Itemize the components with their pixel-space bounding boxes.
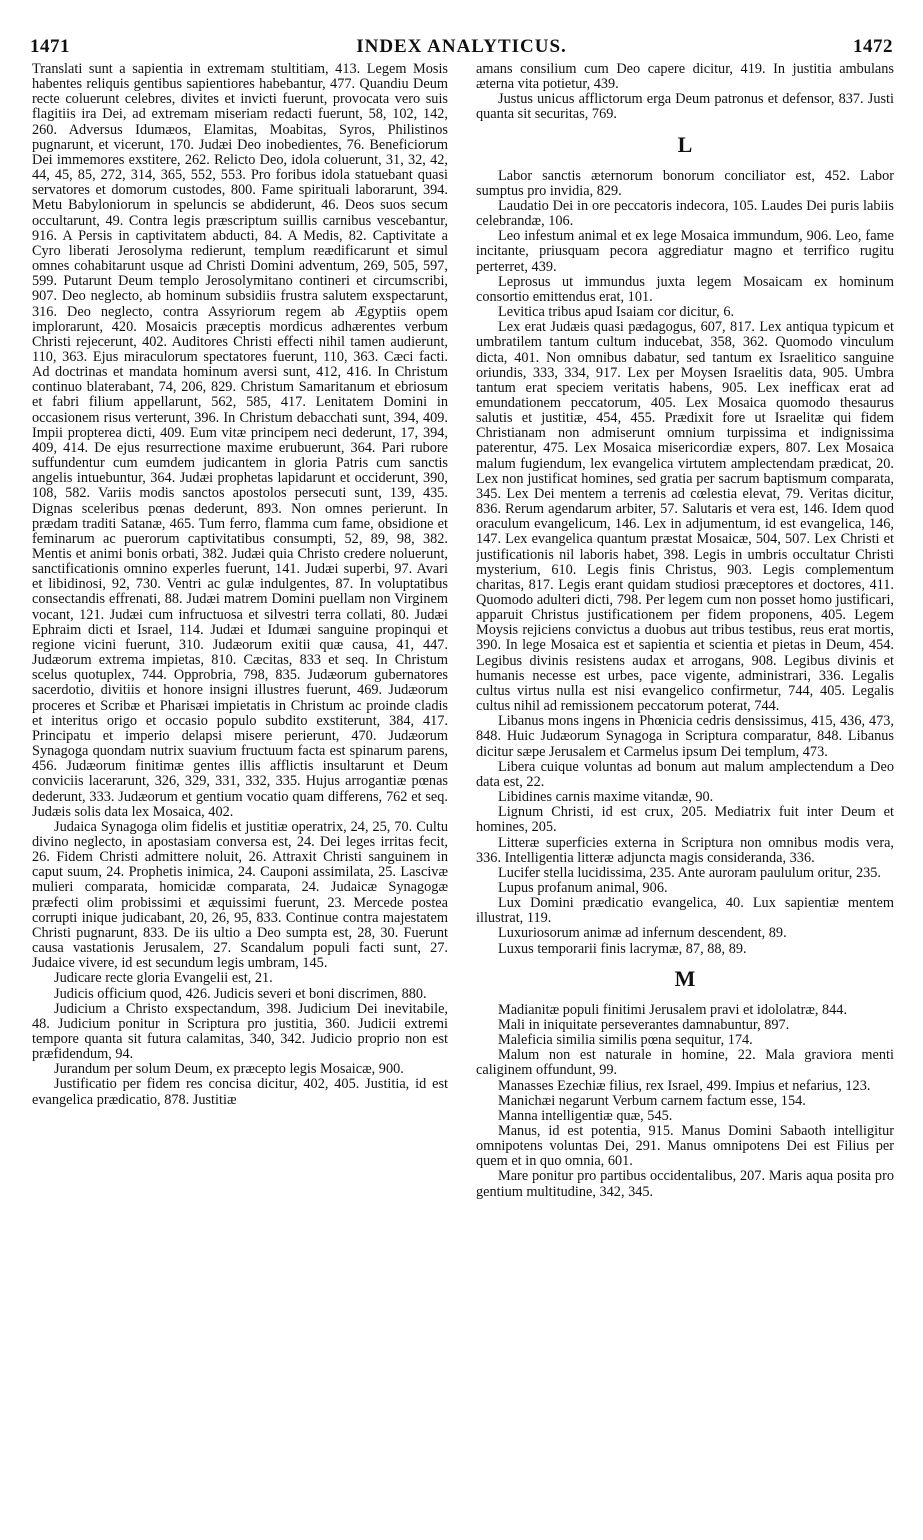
index-entry: Justus unicus afflictorum erga Deum patronus et defensor, 837. Justi quanta sit securitas, 769. xyxy=(476,91,894,123)
index-entry: Judaica Synagoga olim fidelis et justitiæ operatrix, 24, 25, 70. Cultu divino neglecto, in apostasiam conversa est, 24. Dei leges irritas fecit, 26. Fidem Christi admittere noluit, 26. Attraxit Christi sanguinem in caput suum, 24. Prophetis inimica, 24. Cauponi assimilata, 25. Lascivæ mulieri comparata, homicidæ comparata, 24. Judaicæ Synagogæ præfecti olim probissimi et æquissimi fuerunt, 23. Mercede postea corrupti inique judicabant, 20, 26, 95, 833. Continue contra majestatem Christi pugnarunt, 833. De iis ultio a Deo sumpta est, 28, 30. Fuerunt causa vastationis Jerusalem, 27. Scandalum populi facti sunt, 27. Judaice vivere, id est secundum legis umbram, 145. xyxy=(32,818,448,972)
page-number-left: 1471 xyxy=(30,36,70,57)
index-entry: Lex erat Judæis quasi pædagogus, 607, 817. Lex antiqua typicum et umbratilem tantum cultum inducebat, 358, 362. Quomodo vinculum dicta, 401. Non omnibus dabatur, sed tantum ex Israelitico sanguine oriundis, 333, 334, 917. Lex per Moysen Israelitis data, 905. Umbra tantum erat speciem veritatis habens, 905. Lex inefficax erat ad emundationem peccatorum, 405. Lex Mosaica quomodo thesaurus salutis et justitiæ, 454, 455. Prædixit fore ut Israelitæ qui fidem Christianam non admiserunt omnium turpissima et indignissima paterentur, 475. Lex Mosaica misericordiæ expers, 807. Lex Mosaica malum fugiendum, lex evangelica virtutem amplectendam prædicat, 20. Lex non justificat homines, sed gratia per sacrum baptismum comparata, 345. Lex Dei mentem a terrenis ad cœlestia elevat, 79. Veritas dicitur, 836. Rerum agendarum arbiter, 57. Salutaris et vera est, 146. Idem quod oraculum evangelicum, 146. Lex in adjumentum, id est evangelica, 146, 147. Lex evangelica quantum præstat Mosaicæ, 504, 507. Lex Christi et justificationis nil laboris habet, 398. Legis in umbris occultatur Christi mysterium, 610. Legis finis Christus, 903. Legis complementum charitas, 817. Legis erant quidam studiosi præceptores et doctores, 411. Quomodo adulteri dicti, 798. Per legem cum non posset homo justificari, apparuit Christus justificationem per fidem proponens, 405. Legem Moysis rejiciens convictus a duobus aut tribus testibus, reus erat mortis, 390. In lege Mosaica est et sapientia et scientia et pietas in Deum, 454. Legibus divinis resistens audax et arrogans, 908. Legibus divinis et humanis necesse est urbes, pace vigente, administrari, 336. Legalis cultus virtus nulla est nisi evangelico confirmetur, 744, 405. Legalis cultus nihil ad remissionem peccatorum poterat, 744. xyxy=(476,319,894,715)
index-entry: amans consilium cum Deo capere dicitur, 419. In justitia ambulans æterna vita potietur, 439. xyxy=(476,62,894,93)
index-entry: Manna intelligentiæ quæ, 545. xyxy=(498,1107,673,1124)
index-entry: Lupus profanum animal, 906. xyxy=(498,879,668,896)
index-entry: Manus, id est potentia, 915. Manus Domini Sabaoth intelligitur omnipotens voluntas Dei, 291. Manus omnipotens Dei est Filius per quem et in quo omnia, 601. xyxy=(476,1123,894,1170)
index-entry: Jurandum per solum Deum, ex præcepto legis Mosaicæ, 900. xyxy=(54,1061,404,1078)
index-entry: Madianitæ populi finitimi Jerusalem pravi et idololatræ, 844. xyxy=(498,1001,848,1018)
index-entry: Justificatio per fidem res concisa dicitur, 402, 405. Justitia, id est evangelica prædicatio, 878. Justitiæ xyxy=(32,1076,448,1108)
index-entry: Luxuriosorum animæ ad infernum descendent, 89. xyxy=(498,925,787,942)
running-title: INDEX ANALYTICUS. xyxy=(356,36,567,57)
index-entry: Judicium a Christo exspectandum, 398. Judicium Dei inevitabile, 48. Judicium ponitur in Scriptura pro justitia, 360. Judicii extremi tempore quanta sit futura calamitas, 340, 342. Judicio proprio non est præfidendum, 94. xyxy=(32,1000,448,1063)
index-entry: Litteræ superficies externa in Scriptura non omnibus modis vera, 336. Intelligentia litteræ adjuncta magis consideranda, 336. xyxy=(476,834,894,866)
page-number-right: 1472 xyxy=(853,36,893,57)
index-entry: Luxus temporarii finis lacrymæ, 87, 88, 89. xyxy=(498,940,747,957)
index-entry: Judicis officium quod, 426. Judicis severi et boni discrimen, 880. xyxy=(54,985,427,1002)
index-entry: Lucifer stella lucidissima, 235. Ante auroram paululum oritur, 235. xyxy=(498,864,881,881)
index-entry: Malum non est naturale in homine, 22. Mala graviora menti caliginem offundunt, 99. xyxy=(476,1047,894,1079)
section-letter-l: L xyxy=(677,131,693,157)
index-entry: Leprosus ut immundus juxta legem Mosaicam ex hominum consortio emittendus erat, 101. xyxy=(476,273,894,305)
index-entry: Judicare recte gloria Evangelii est, 21. xyxy=(54,970,273,987)
index-entry: Manasses Ezechiæ filius, rex Israel, 499. Impius et nefarius, 123. xyxy=(498,1077,871,1094)
index-entry: Libidines carnis maxime vitandæ, 90. xyxy=(498,789,714,806)
index-entry: Leo infestum animal et ex lege Mosaica immundum, 906. Leo, fame incitante, priusquam pecora aggrediatur magno et terrifico rugitu perterret, 439. xyxy=(476,228,894,275)
index-entry: Manichæi negarunt Verbum carnem factum esse, 154. xyxy=(498,1092,806,1109)
right-column xyxy=(476,62,894,1532)
index-entry: Mare ponitur pro partibus occidentalibus, 207. Maris aqua posita pro gentium multitudine, 342, 345. xyxy=(476,1168,894,1200)
index-entry: Translati sunt a sapientia in extremam stultitiam, 413. Legem Mosis habentes reliquis gentibus sapientiores habebantur, 477. Quandiu Deum recte coluerunt celebres, divites et invicti fuerunt, provocata vero suis flagitiis ira Dei, ad extremam miseriam redacti fuerunt, 58, 102, 142, 260. Adversus Idumæos, Elamitas, Moabitas, Syros, Philistinos pugnarunt, et vicerunt, 170. Judæi Deo inobedientes, 76. Beneficiorum Dei immemores exstitere, 262. Relicto Deo, idola coluerunt, 31, 32, 42, 44, 45, 85, 272, 314, 365, 552, 553. Pro foribus idola statuebant quasi servatores et domorum custodes, 800. Fame spirituali laborarunt, 394. Metu Babyloniorum in speluncis se abdiderunt, 46. Deos suos secum occultarunt, 49. Contra legis præscriptum suillis carnibus vescebantur, 916. A Persis in captivitatem abducti, 84. A Medis, 82. Captivitate a Cyro liberati Jerosolyma redierunt, templum reædificarunt et simul omnes cohabitarunt usque ad Christi Domini adventum, 269, 505, 597, 599. Putarunt Deum templo Jerosolymitano contineri et circumscribi, 907. Deo neglecto, ab hominum subsidiis frustra salutem exspectarunt, 316. Deo neglecto, contra Assyriorum regem ab Ægyptiis opem implorarunt, 420. Mosaicis præceptis mordicus adhærentes verbum Christi rejecerunt, 402. Auditores Christi effecti nihil tamen audierunt, 110, 363. Ejus miraculorum spectatores fuerunt, 110, 363. Cæci facti. Ad doctrinas et mandata hominum aversi sunt, 412, 416. In Christum continuo blaterabant, 74, 206, 829. Christum Samaritanum et ebriosum et fabri filium appellarunt, 562, 585, 417. Lenitatem Domini in occasionem risus verterunt, 396. In Christum debacchati sunt, 394, 409. Impii propterea dicti, 409. Eum vitæ principem neci dederunt, 17, 394, 409, 414. De ejus resurrectione maxime erubuerunt, 364. Pari rubore suffundentur cum eumdem judicantem in gloria Patris cum sanctis angelis intuebuntur, 364. Judæi prophetas lapidarunt et occiderunt, 390, 108, 582. Variis modis sanctos apostolos persecuti sunt, 139, 435. Dignas sceleribus pœnas dederunt, 893. Non omnes perierunt. In prædam traditi Satanæ, 465. Tum ferro, flamma cum fame, obsidione et feminarum ac puerorum captivitatibus consumpti, 52, 89, 98, 382. Mentis et animi bonis orbati, 382. Judæi quia Christo credere noluerunt, sanctificationis omnino experles fuerunt, 141. Judæi superbi, 97. Avari et libidinosi, 92, 730. Ventri ac gulæ indulgentes, 87. In voluptatibus consectandis effrenati, 88. Judæi matrem Domini puellam non Virginem vocant, 121. Judæi cum infructuosa et silvestri terra collati, 80. Judæi Ephraim dicti et Israel, 114. Judæi et Idumæi sanguine propinqui et regione vicini fuerunt, 310. Judæorum exitii quæ causa, 41, 447. Judæorum extrema impietas, 810. Cæcitas, 833 et seq. In Christum scelus quotuplex, 744. Opprobria, 798, 835. Judæorum gubernatores sacerdotio, divitiis et honore insigni illustres fuerunt, 469. Judæorum proceres et Scribæ et Pharisæi impietatis in Christum ac proinde cladis et interitus origo et occasio populo subdito exstiterunt, 384, 417. Principatu et imperio delapsi misere perierunt, 470. Judæorum Synagoga quondam nutrix suavium fructuum facta est spinarum parens, 456. Judæorum finitimæ gentes illis afflictis insultarunt et Deum conviciis lacerarunt, 326, 329, 331, 332, 335. Hujus arrogantiæ pœnas dederunt, 333. Judæorum et gentium vocatio quam differens, 762 et seq. Judæis solis data lex Mosaica, 402. xyxy=(32,62,448,820)
index-entry: Maleficia similia similis pœna sequitur, 174. xyxy=(498,1032,753,1049)
index-entry: Mali in iniquitate perseverantes damnabuntur, 897. xyxy=(498,1016,790,1033)
index-entry: Lignum Christi, id est crux, 205. Mediatrix fuit inter Deum et homines, 205. xyxy=(476,804,894,836)
index-entry: Labor sanctis æternorum bonorum conciliator est, 452. Labor sumptus pro invidia, 829. xyxy=(476,167,894,199)
index-entry: Libanus mons ingens in Phœnicia cedris densissimus, 415, 436, 473, 848. Huic Judæorum Synagoga in Scriptura comparatur, 848. Libanus dicitur sæpe Jerusalem et Carmelus ipsum Dei templum, 473. xyxy=(476,713,894,760)
left-column xyxy=(32,62,448,1532)
index-entry: Libera cuique voluntas ad bonum aut malum amplectendum a Deo data est, 22. xyxy=(476,758,894,790)
section-letter-m: M xyxy=(674,965,696,991)
index-entry: Levitica tribus apud Isaiam cor dicitur, 6. xyxy=(498,304,735,321)
index-entry: Laudatio Dei in ore peccatoris indecora, 105. Laudes Dei puris labiis celebrandæ, 106. xyxy=(476,197,894,230)
page-header xyxy=(0,0,923,56)
index-entry: Lux Domini prædicatio evangelica, 40. Lux sapientiæ mentem illustrat, 119. xyxy=(476,895,894,927)
